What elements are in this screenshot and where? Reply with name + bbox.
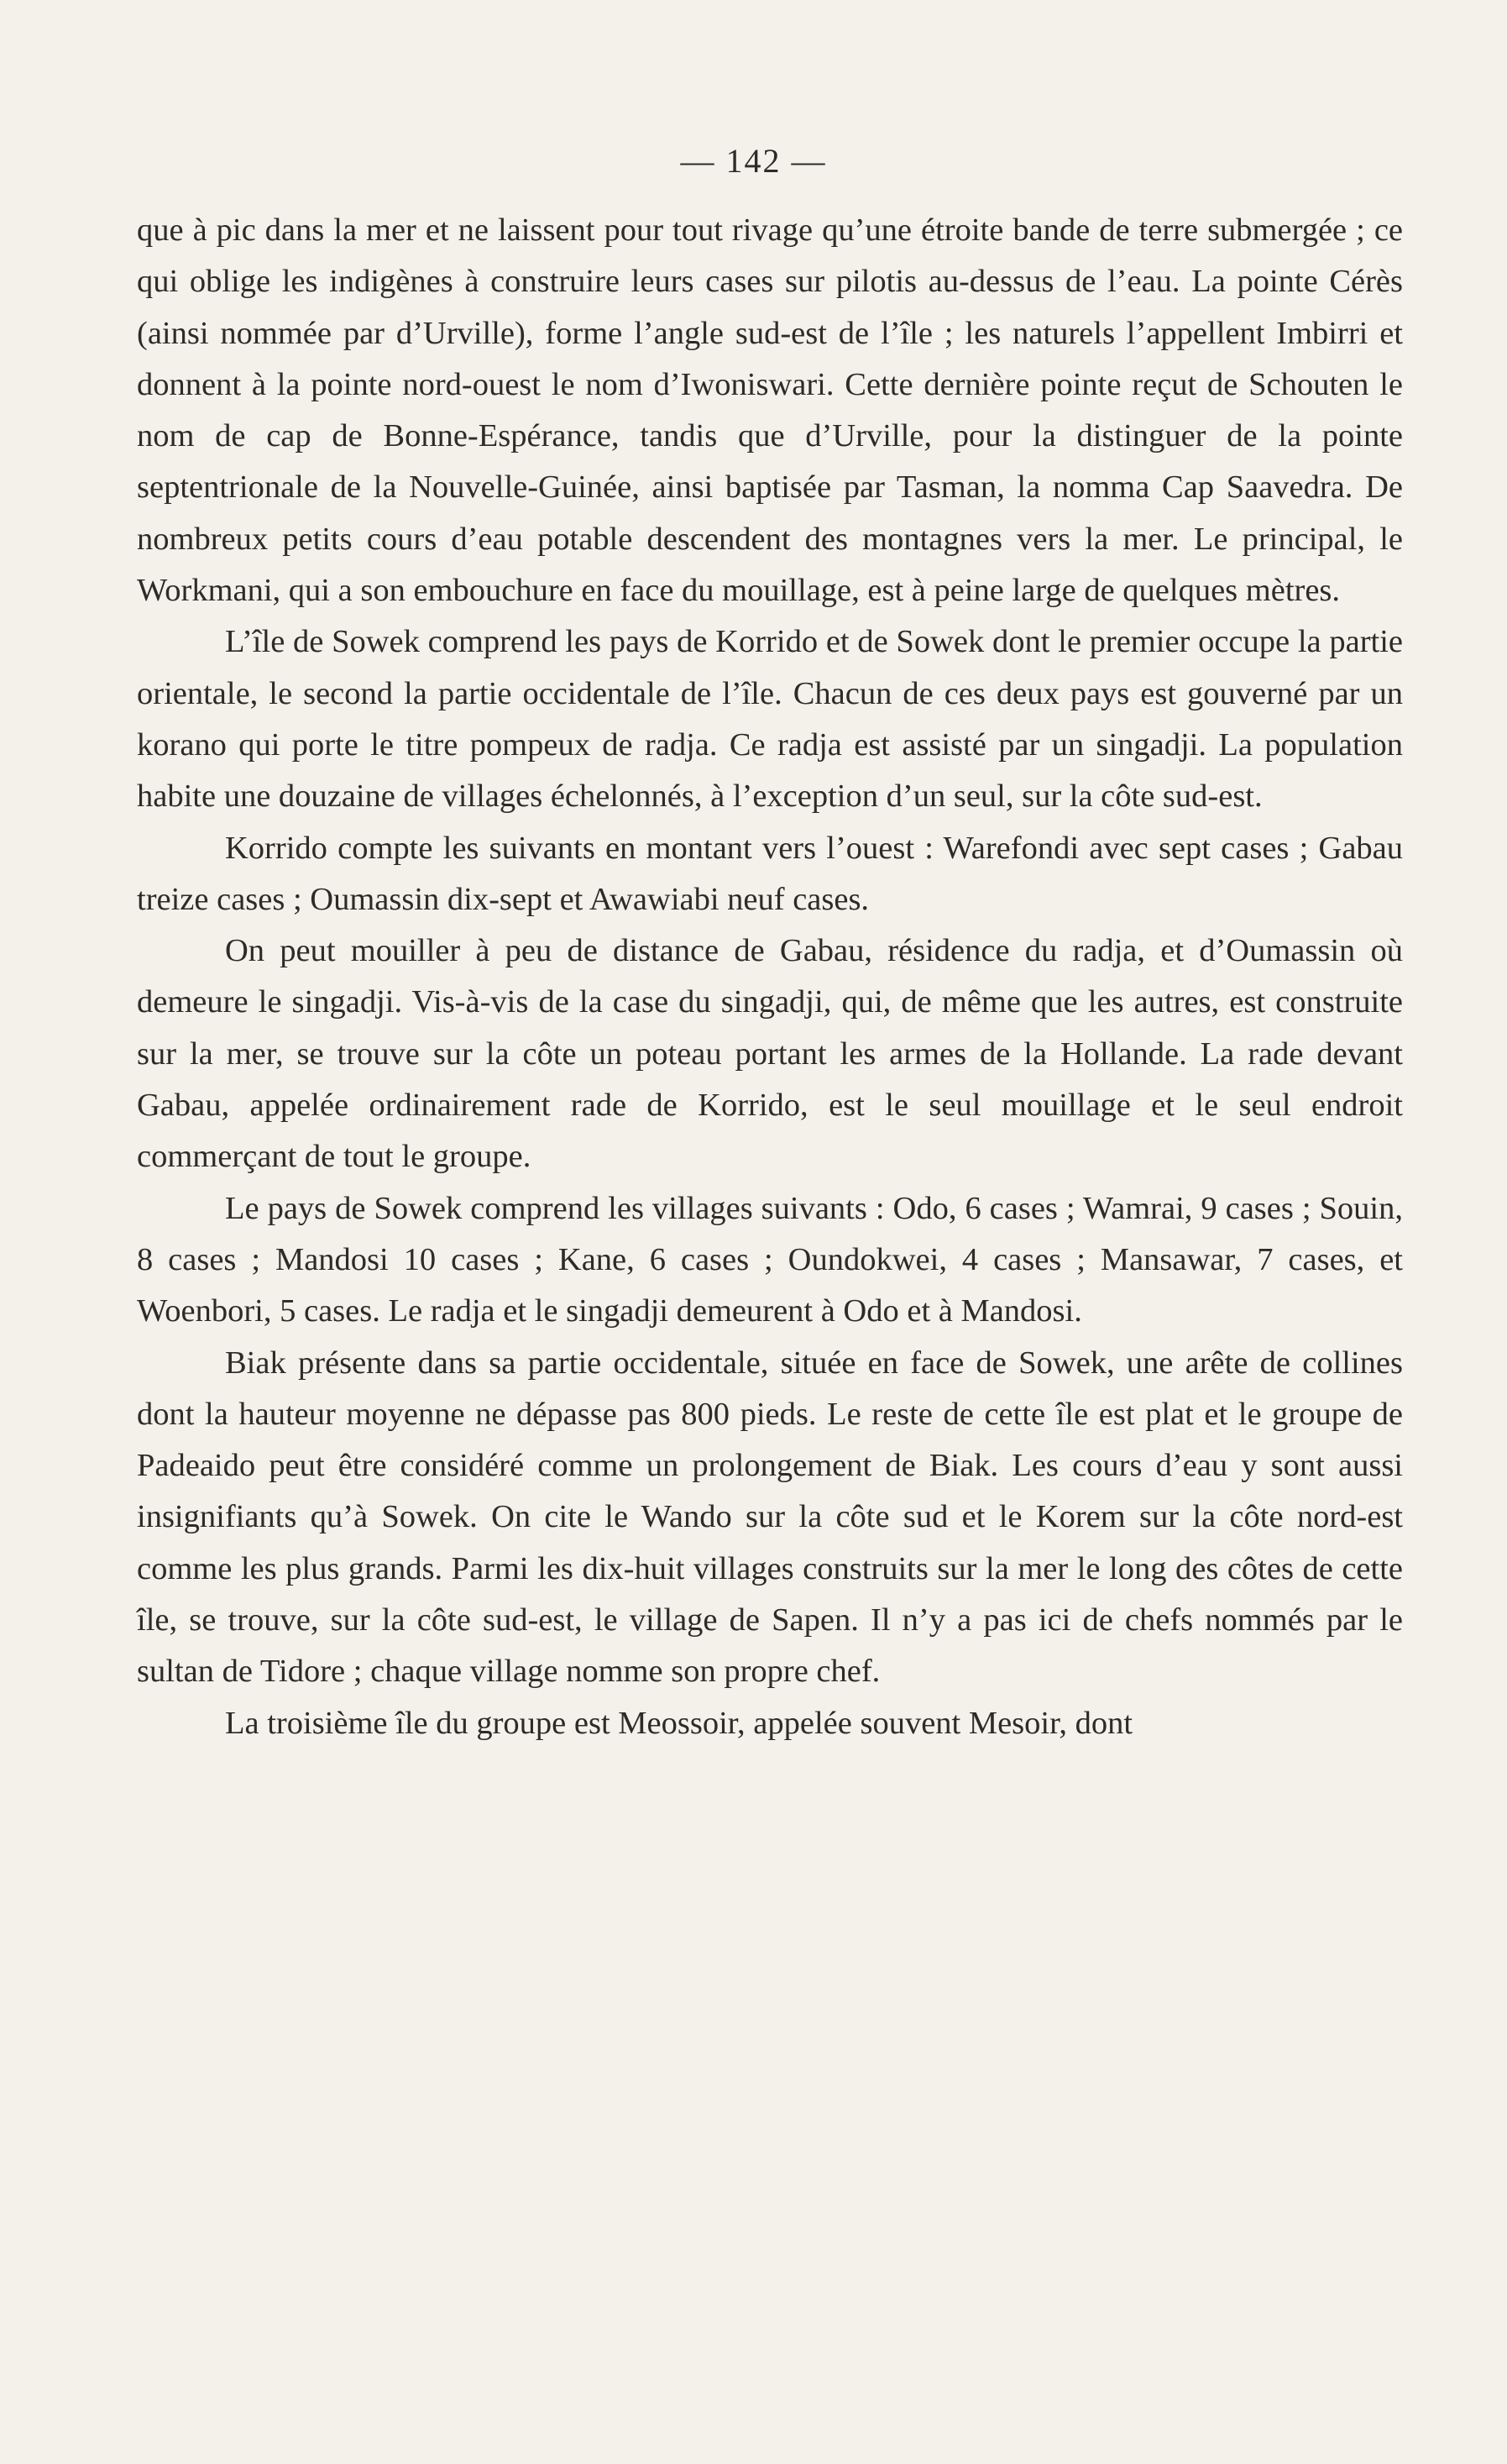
paragraph-7: La troisième île du groupe est Meossoir, appelée souvent Mesoir, dont — [225, 1705, 1133, 1741]
paragraph-5: Le pays de Sowek comprend les villages suivants : Odo, 6 cases ; Wamrai, 9 cases ; Souin, 8 cases ; Mandosi 10 cases ; Kane, 6 cases ; Oundokwei, 4 cases ; Mansawar, 7 cases, et Woenbori, 5 cases. Le radja et le singadji demeurent à Odo et à Mandosi. — [137, 1190, 1403, 1329]
paragraph-4: On peut mouiller à peu de distance de Gabau, résidence du radja, et d’Oumassin où demeure le singadji. Vis-à-vis de la case du singadji, qui, de même que les autres, est construite sur la mer, se trouve sur la côte un poteau portant les armes de la Hollande. La rade devant Gabau, appelée ordinairement rade de Korrido, est le seul mouillage et le seul endroit commerçant de tout le groupe. — [137, 933, 1403, 1175]
paragraph-3: Korrido compte les suivants en montant vers l’ouest : Warefondi avec sept cases ; Gabau treize cases ; Oumassin dix-sept et Awawiabi neuf cases. — [137, 830, 1403, 917]
paragraph-2: L’île de Sowek comprend les pays de Korrido et de Sowek dont le premier occupe la partie orientale, le second la partie occidentale de l’île. Chacun de ces deux pays est gouverné par un korano qui porte le titre pompeux de radja. Ce radja est assisté par un singadji. La population habite une douzaine de villages échelonnés, à l’exception d’un seul, sur la côte sud-est. — [137, 624, 1403, 815]
paragraph-6: Biak présente dans sa partie occidentale, située en face de Sowek, une arête de collines dont la hauteur moyenne ne dépasse pas 800 pieds. Le reste de cette île est plat et le groupe de Padeaido peut être considéré comme un prolongement de Biak. Les cours d’eau y sont aussi insignifiants qu’à Sowek. On cite le Wando sur la côte sud et le Korem sur la côte nord-est comme les plus grands. Parmi les dix-huit villages construits sur la mer le long des côtes de cette île, se trouve, sur la côte sud-est, le village de Sapen. Il n’y a pas ici de chefs nommés par le sultan de Tidore ; chaque village nomme son propre chef. — [137, 1345, 1403, 1690]
paragraph-1: que à pic dans la mer et ne laissent pour tout rivage qu’une étroite bande de terre submergée ; ce qui oblige les indigènes à construire leurs cases sur pilotis au-dessus de l’eau. La pointe Cérès (ainsi nommée par d’Urville), forme l’angle sud-est de l’île ; les naturels l’appellent Imbirri et donnent à la pointe nord-ouest le nom d’Iwoniswari. Cette dernière pointe reçut de Schouten le nom de cap de Bonne-Espérance, tandis que d’Urville, pour la distinguer de la pointe septentrionale de la Nouvelle-Guinée, ainsi baptisée par Tasman, la nomma Cap Saavedra. De nombreux petits cours d’eau potable descendent des montagnes vers la mer. Le principal, le Workmani, qui a son embouchure en face du mouillage, est à peine large de quelques mètres. — [137, 212, 1403, 609]
body-text — [137, 205, 1403, 1749]
page-number: — 142 — — [680, 142, 827, 180]
